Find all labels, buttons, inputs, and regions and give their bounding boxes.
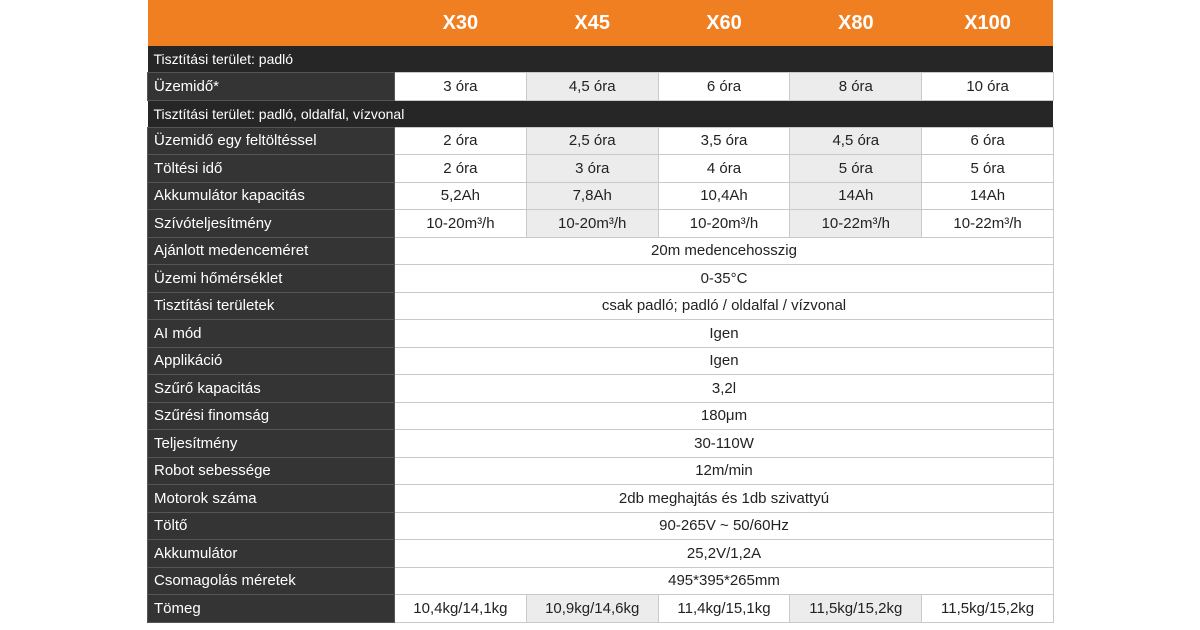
row-label: Szűrő kapacitás bbox=[148, 375, 395, 403]
row-label: Akkumulátor kapacitás bbox=[148, 182, 395, 210]
table-row bbox=[148, 430, 1054, 458]
row-label: Tömeg bbox=[148, 595, 395, 623]
table-cell: 14Ah bbox=[790, 182, 922, 210]
table-cell: 4 óra bbox=[658, 155, 790, 183]
table-cell-merged: 25,2V/1,2A bbox=[395, 540, 1054, 568]
table-row bbox=[148, 265, 1054, 293]
table-cell-merged: 180μm bbox=[395, 402, 1054, 430]
table-cell-merged: 495*395*265mm bbox=[395, 567, 1054, 595]
table-cell-merged: 2db meghajtás és 1db szivattyú bbox=[395, 485, 1054, 513]
table-cell: 10,4Ah bbox=[658, 182, 790, 210]
table-cell: 10-20m³/h bbox=[395, 210, 527, 238]
table-cell: 5 óra bbox=[922, 155, 1054, 183]
row-label: Akkumulátor bbox=[148, 540, 395, 568]
row-label: Teljesítmény bbox=[148, 430, 395, 458]
row-label: Üzemidő egy feltöltéssel bbox=[148, 127, 395, 155]
model-header: X45 bbox=[526, 0, 658, 46]
table-cell: 3 óra bbox=[526, 155, 658, 183]
row-label: Csomagolás méretek bbox=[148, 567, 395, 595]
header-blank-cell bbox=[148, 0, 395, 46]
table-cell: 3 óra bbox=[395, 73, 527, 101]
table-cell: 5 óra bbox=[790, 155, 922, 183]
table-cell: 10,9kg/14,6kg bbox=[526, 595, 658, 623]
model-header: X30 bbox=[395, 0, 527, 46]
table-cell: 11,5kg/15,2kg bbox=[922, 595, 1054, 623]
table-cell-merged: 90-265V ~ 50/60Hz bbox=[395, 512, 1054, 540]
row-label: Motorok száma bbox=[148, 485, 395, 513]
table-row bbox=[148, 155, 1054, 183]
table-cell: 10-20m³/h bbox=[526, 210, 658, 238]
table-cell-merged: 20m medencehosszig bbox=[395, 237, 1054, 265]
table-cell-merged: 0-35°C bbox=[395, 265, 1054, 293]
table-row bbox=[148, 320, 1054, 348]
table-cell: 10 óra bbox=[922, 73, 1054, 101]
table-row bbox=[148, 512, 1054, 540]
section-title: Tisztítási terület: padló, oldalfal, vízvonal bbox=[148, 100, 1054, 127]
table-cell: 10-22m³/h bbox=[790, 210, 922, 238]
table-cell: 6 óra bbox=[922, 127, 1054, 155]
table-cell-merged: 30-110W bbox=[395, 430, 1054, 458]
table-cell: 11,4kg/15,1kg bbox=[658, 595, 790, 623]
row-label: AI mód bbox=[148, 320, 395, 348]
table-cell: 10-22m³/h bbox=[922, 210, 1054, 238]
table-cell: 2,5 óra bbox=[526, 127, 658, 155]
section-row-full bbox=[148, 100, 1054, 127]
table-cell: 11,5kg/15,2kg bbox=[790, 595, 922, 623]
table-cell: 2 óra bbox=[395, 127, 527, 155]
row-label: Töltő bbox=[148, 512, 395, 540]
table-row bbox=[148, 237, 1054, 265]
table-row bbox=[148, 595, 1054, 623]
model-header: X100 bbox=[922, 0, 1054, 46]
spec-table-container bbox=[147, 0, 1053, 623]
table-cell-merged: 12m/min bbox=[395, 457, 1054, 485]
row-label: Szívóteljesítmény bbox=[148, 210, 395, 238]
table-cell: 7,8Ah bbox=[526, 182, 658, 210]
table-row bbox=[148, 485, 1054, 513]
table-cell-merged: Igen bbox=[395, 347, 1054, 375]
table-cell: 10-20m³/h bbox=[658, 210, 790, 238]
row-label: Üzemidő* bbox=[148, 73, 395, 101]
table-row bbox=[148, 182, 1054, 210]
row-label: Ajánlott medenceméret bbox=[148, 237, 395, 265]
table-cell: 14Ah bbox=[922, 182, 1054, 210]
table-row bbox=[148, 567, 1054, 595]
table-cell: 5,2Ah bbox=[395, 182, 527, 210]
table-row bbox=[148, 375, 1054, 403]
row-label: Töltési idő bbox=[148, 155, 395, 183]
section-row-floor bbox=[148, 46, 1054, 73]
section-title: Tisztítási terület: padló bbox=[148, 46, 1054, 73]
table-cell: 6 óra bbox=[658, 73, 790, 101]
table-row bbox=[148, 347, 1054, 375]
table-cell: 2 óra bbox=[395, 155, 527, 183]
row-label: Tisztítási területek bbox=[148, 292, 395, 320]
table-row bbox=[148, 210, 1054, 238]
table-cell: 3,5 óra bbox=[658, 127, 790, 155]
table-cell: 4,5 óra bbox=[790, 127, 922, 155]
row-label: Üzemi hőmérséklet bbox=[148, 265, 395, 293]
table-row bbox=[148, 127, 1054, 155]
table-row bbox=[148, 540, 1054, 568]
table-row bbox=[148, 457, 1054, 485]
model-header: X60 bbox=[658, 0, 790, 46]
header-row bbox=[148, 0, 1054, 46]
table-cell-merged: csak padló; padló / oldalfal / vízvonal bbox=[395, 292, 1054, 320]
table-cell-merged: 3,2l bbox=[395, 375, 1054, 403]
table-cell-merged: Igen bbox=[395, 320, 1054, 348]
row-label: Applikáció bbox=[148, 347, 395, 375]
row-label: Robot sebessége bbox=[148, 457, 395, 485]
model-header: X80 bbox=[790, 0, 922, 46]
table-cell: 8 óra bbox=[790, 73, 922, 101]
table-row bbox=[148, 292, 1054, 320]
table-row bbox=[148, 402, 1054, 430]
row-label: Szűrési finomság bbox=[148, 402, 395, 430]
table-cell: 4,5 óra bbox=[526, 73, 658, 101]
table-cell: 10,4kg/14,1kg bbox=[395, 595, 527, 623]
table-row bbox=[148, 73, 1054, 101]
spec-table bbox=[147, 0, 1054, 623]
